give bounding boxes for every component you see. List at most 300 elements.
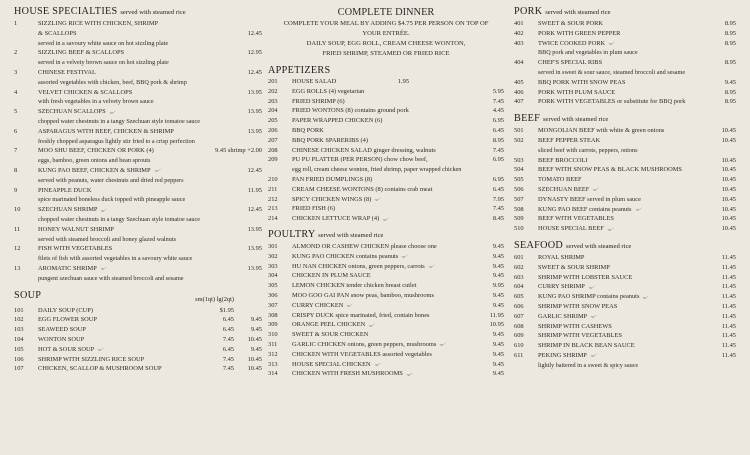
poultry-list [268,242,504,379]
item-number: 104 [14,335,24,343]
item-number: 502 [514,136,524,144]
menu-item [514,312,736,322]
item-description: egg roll, cream cheese wonton, fried shrimp, paper wrapped chicken [292,166,462,174]
item-number: 7 [14,147,18,155]
item-number: 106 [14,355,24,363]
item-number: 4 [14,88,18,96]
item-price: 9.45 shrimp +2.00 [215,147,262,155]
menu-item [268,155,504,165]
item-number: 402 [514,29,524,37]
item-description: served with peanuts, water chestnuts and dried red peppers [38,176,184,184]
section-title-seafood: SEAFOOD served with steamed rice [514,239,632,251]
menu-item [268,252,504,262]
item-name: BEEF WITH SNOW PEAS & BLACK MUSHROOMS [538,166,682,174]
item-price-large: 10.45 [247,335,262,343]
item-price: 10.95 [489,321,504,329]
item-number: 101 [14,306,24,314]
item-number: 405 [514,78,524,86]
item-name: KUNG PAO SHRIMP contains peanuts [538,292,702,302]
item-name: TWICE COOKED PORK [538,39,702,49]
item-number: 207 [268,136,278,144]
item-price: 9.45 [492,252,504,260]
item-description: freshly chopped asparagus lightly stir fried to a crisp perfection [38,137,195,145]
menu-item [14,166,262,176]
item-price: 9.45 [724,78,736,86]
chili-pepper-icon [635,207,642,211]
menu-item [514,19,736,29]
item-number: 205 [268,117,278,125]
item-number: 401 [514,20,524,27]
item-name: VELVET CHICKEN & SCALLOPS [38,88,133,96]
item-price: 10.45 [721,195,736,203]
chili-pepper-icon [382,217,389,221]
menu-item [268,146,504,156]
item-description: lightly battered in a sweet & spicy sauce [538,361,639,369]
menu-item [514,126,736,136]
item-price: 6.45 [492,126,504,134]
item-number: 103 [14,326,24,334]
chili-pepper-icon [368,323,375,327]
item-price: 9.45 [492,272,504,280]
column-middle [268,6,504,379]
item-note: chow chow beef, [384,156,428,164]
item-price: 11.45 [721,283,736,291]
item-description: spice marinated boneless duck topped with pineapple sauce [38,196,186,204]
item-number: 301 [268,242,278,250]
item-number: 606 [514,302,524,310]
item-number: 203 [268,97,278,105]
item-name: MOO GOO GAI PAN snow peas, bamboo, mushrooms [292,291,434,299]
section-title-house: HOUSE SPECIALTIES served with steamed rice [14,6,186,17]
chili-pepper-icon [642,295,649,299]
menu-item [14,364,262,374]
item-number: 303 [268,262,278,270]
item-price: 10.45 [721,185,736,193]
item-price-small: $1.95 [219,306,234,314]
item-description: served in a savoury white sauce on hot sizzling plate [38,39,169,47]
item-note: contains crab meat [384,185,433,193]
menu-item [514,39,736,49]
item-name: FRIED SHRIMP (6) [292,97,345,105]
chili-pepper-icon [608,41,615,45]
menu-item [268,136,504,146]
menu-item [514,156,736,166]
item-price: 10.45 [721,205,736,213]
item-number [14,29,38,39]
menu-item [268,311,504,321]
seafood-list [514,253,736,371]
menu-item [514,302,736,312]
item-name: BBQ PORK WITH SNOW PEAS [538,78,626,86]
menu-item [514,175,736,185]
item-price: 11.95 [489,311,504,319]
item-price: 7.45 [492,205,504,213]
item-name: GARLIC SHRIMP [538,312,702,322]
item-name: ALMOND OR CASHEW CHICKEN please choose one [292,242,437,250]
item-price: 13.95 [247,88,262,96]
menu-item [14,68,262,78]
item-description: with fresh vegetables in a velvety brown sauce [38,98,154,106]
section-title-appetizers: APPETIZERS [268,65,331,76]
item-number: 102 [14,316,24,324]
item-price: 4.45 [492,107,504,115]
section-title-poultry: POULTRY served with steamed rice [268,228,384,240]
item-name: DAILY SOUP (CUP) [38,306,93,314]
item-price: 9.45 [492,242,504,250]
item-number: 314 [268,370,278,378]
item-note: contains peanuts [589,205,632,213]
item-name: HOUSE SPECIAL CHICKEN [292,360,468,370]
item-name: FISH WITH VEGETABLES [38,245,113,253]
item-description: eggs, bamboo, green onions and bean sprouts [38,157,151,165]
item-price: 8.95 [724,20,736,27]
item-name: CHINESE CHICKEN SALAD ginger dressing, walnuts [292,146,436,154]
menu-item [514,273,736,283]
item-description: pungent szechuan sauce with steamed broccoli and sesame [38,274,184,282]
item-price: 9.95 [492,282,504,290]
item-note: served in plum sauce [587,195,641,203]
menu-item [514,78,736,88]
item-name: HOT & SOUR SOUP [38,345,200,355]
complete-dinner-title: COMPLETE DINNER [337,7,435,18]
item-number: 308 [268,311,278,319]
menu-item [14,48,262,58]
menu-item [514,351,736,361]
item-price: 11.45 [721,332,736,340]
item-name: CHICKEN, SCALLOP & MUSHROOM SOUP [38,365,162,373]
item-number: 510 [514,225,524,233]
item-price: 8.95 [724,98,736,106]
item-note: contains peanuts [597,293,640,301]
menu-item [514,224,736,234]
item-number: 309 [268,321,278,329]
item-price: 6.45 [492,185,504,193]
item-number: 403 [514,39,524,47]
item-price: 13.95 [247,225,262,233]
item-note: contains peanuts [355,252,399,260]
menu-item [268,185,504,195]
item-price: 11.45 [721,351,736,359]
complete-line: YOUR ENTRÉE. [362,30,410,37]
item-price: 13.95 [247,108,262,116]
item-name: SZECHUAN BEEF [538,185,702,195]
item-number: 208 [268,146,278,154]
item-name: MOO SHU BEEF, CHICKEN OR PORK (4) [38,147,154,155]
item-number: 509 [514,215,524,223]
item-number: 206 [268,126,278,134]
item-number: 212 [268,195,278,203]
item-price: 11.45 [721,263,736,271]
item-number: 209 [268,156,278,164]
item-note: or substitute for BBQ pork [616,98,686,106]
item-price: 8.95 [724,88,736,96]
menu-item [514,97,736,107]
item-name: SHRIMP WITH CASHEWS [538,322,612,330]
item-description: served with steamed broccoli and honey glazed walnuts [38,235,176,243]
item-number: 213 [268,205,278,213]
section-title-beef: BEEF served with steamed rice [514,113,609,125]
item-number: 501 [514,127,524,135]
item-number: 609 [514,332,524,340]
chili-pepper-icon [439,342,446,346]
item-name: CURRY CHICKEN [292,301,468,311]
section-title-pork: PORK served with steamed rice [514,6,611,17]
chili-pepper-icon [109,110,116,114]
item-number: 506 [514,185,524,193]
item-name: HOUSE SPECIAL BEEF [538,224,702,234]
item-name: PU PU PLATTER (PER PERSON) chow chow beef, [292,156,428,164]
item-price-small: 6.45 [222,316,234,324]
item-name: & SCALLOPS [38,29,77,37]
menu-item [268,87,504,97]
item-number: 210 [268,175,278,183]
item-name: CHICKEN WITH VEGETABLES assorted vegetables [292,350,432,358]
item-number: 505 [514,176,524,184]
item-note: vegetarian [337,87,365,95]
menu-item [268,77,504,87]
menu-item [14,345,262,355]
item-name: SHRIMP WITH SIZZLING RICE SOUP [38,355,145,363]
item-number: 13 [14,264,21,272]
item-number: 9 [14,186,18,194]
complete-dinner [268,6,504,59]
menu-item [268,242,504,252]
item-number: 211 [268,185,278,193]
item-price-small: 7.45 [222,355,234,363]
item-number: 311 [268,340,278,348]
item-number: 3 [14,68,18,76]
menu-item [268,340,504,350]
item-price: 11.45 [721,253,736,261]
menu-item [268,291,504,301]
item-name: AROMATIC SHRIMP [38,264,194,274]
item-price: 8.45 [492,215,504,223]
item-price: 9.45 [492,340,504,348]
menu-item [268,116,504,126]
item-name: BBQ PORK [292,126,324,134]
item-price-small: 7.45 [222,335,234,343]
item-number: 310 [268,331,278,339]
item-number: 6 [14,127,18,135]
item-note: snow peas, bamboo, mushrooms [350,291,434,299]
menu-item [14,355,262,365]
item-name: KUNG PAO BEEF contains peanuts [538,205,702,215]
menu-item [14,315,262,325]
item-note: with white & green onions [596,127,665,135]
chili-pepper-icon [401,254,408,258]
complete-line: DAILY SOUP, EGG ROLL, CREAM CHEESE WONTON, [306,40,466,47]
menu-item [514,58,736,68]
item-price: 10.45 [721,127,736,135]
menu-item [14,335,262,345]
item-name: HU NAN CHICKEN onions, green peppers, carrots [292,262,468,272]
item-number: 407 [514,98,524,106]
item-number: 608 [514,322,524,330]
house-list [14,19,262,284]
soup-list [14,306,262,375]
item-price: 11.45 [721,312,736,320]
item-name: ROYAL SHRIMP [538,253,585,261]
item-name: PAPER WRAPPED CHICKEN (6) [292,117,383,125]
item-price: 13.95 [247,245,262,253]
item-price: 8.95 [724,39,736,47]
item-description: sliced beef with carrots, peppers, onions [538,146,638,154]
item-description: served in sweet & sour sauce, steamed broccoli and sesame [538,68,686,76]
beef-list [514,126,736,234]
chili-pepper-icon [406,372,413,376]
item-name: TOMATO BEEF [538,176,582,184]
item-number: 305 [268,282,278,290]
item-price: 10.45 [721,215,736,223]
item-price: 9.45 [492,360,504,368]
item-price: 5.95 [492,87,504,95]
chili-pepper-icon [154,168,161,172]
item-name: CRISPY DUCK spice marinated, fried, contain bones [292,311,430,319]
item-number: 602 [514,263,524,271]
item-name: BBQ PORK SPARERIBS (4) [292,136,368,144]
menu-item [14,127,262,137]
complete-line: FRIED SHRIMP, STEAMED OR FRIED RICE [322,50,450,57]
item-number: 8 [14,166,18,174]
chili-pepper-icon [100,208,107,212]
item-price: 7.45 [492,97,504,105]
item-name: PORK WITH PLUM SAUCE [538,88,616,96]
item-name: CHEF'S SPECIAL RIBS [538,59,603,67]
menu-item [514,341,736,351]
item-price: 13.95 [247,264,262,272]
item-name: SHRIMP WITH LOBSTER SAUCE [538,273,633,281]
menu-item [268,106,504,116]
item-description: BBQ pork and vegetables in plum sauce [538,49,638,57]
item-price: 6.95 [492,156,504,164]
item-price: 9.45 [492,350,504,358]
item-price-large: 9.45 [250,345,262,353]
menu-item [514,165,736,175]
item-name: CURRY SHRIMP [538,282,702,292]
item-number: 604 [514,283,524,291]
chili-pepper-icon [100,266,107,270]
appetizers-list [268,77,504,224]
item-number: 603 [514,273,524,281]
item-name: SWEET & SOUR PORK [538,20,604,27]
item-number: 1 [14,20,18,27]
item-name: ASPARAGUS WITH BEEF, CHICKEN & SHRIMP [38,127,174,135]
menu-item [14,19,262,29]
item-name: SHRIMP WITH VEGETABLES [538,332,622,340]
column-right [514,6,736,371]
item-note: contains ground pork [354,107,409,115]
menu-item [14,264,262,274]
menu-item [268,330,504,340]
chili-pepper-icon [592,187,599,191]
menu-item [14,325,262,335]
item-note: ginger dressing, walnuts [373,146,436,154]
item-name: BEEF WITH VEGETABLES [538,215,614,223]
menu-item [14,225,262,235]
menu-item [268,301,504,311]
item-name: SIZZLING RICE WITH CHICKEN, SHRIMP [38,20,159,27]
item-name: DYNASTY BEEF served in plum sauce [538,195,641,203]
item-number: 601 [514,253,524,261]
item-price: 10.45 [721,156,736,164]
item-price: 12.95 [247,49,262,57]
menu-item [14,146,262,156]
item-name: SEAWEED SOUP [38,326,86,334]
item-price: 10.45 [721,136,736,144]
menu-item [268,126,504,136]
item-name: SZECHUAN SCALLOPS [38,107,194,117]
item-number: 507 [514,195,524,203]
menu-item [14,205,262,215]
menu-item [14,306,262,316]
item-name: EGG ROLLS (4) vegetarian [292,87,365,95]
menu-item [514,205,736,215]
item-price: 10.45 [721,225,736,233]
item-name: KUNG PAO CHICKEN contains peanuts [292,252,468,262]
item-name: SPICY CHICKEN WINGS (8) [292,195,468,205]
item-price: 12.45 [247,206,262,214]
item-note: please choose one [390,242,437,250]
menu-item [14,88,262,98]
item-number: 5 [14,108,18,116]
item-price: 11.45 [721,342,736,350]
item-name: SZECHUAN SHRIMP [38,205,194,215]
item-name: BEEF BROCCOLI [538,156,588,164]
item-description: chopped water chestnuts in a tangy Szechuan style tomatoe sauce [38,215,201,223]
item-name: SWEET & SOUR CHICKEN [292,331,369,339]
item-price-large: 10.45 [247,355,262,363]
item-price: 8.95 [724,59,736,67]
item-price-large [234,306,262,316]
menu-item [14,186,262,196]
item-note: assorted vegetables [382,350,432,358]
item-number: 504 [514,166,524,174]
menu-item [268,204,504,214]
chili-pepper-icon [588,285,595,289]
item-description: filets of fish with assorted vegetables in a savoury white sauce [38,255,193,263]
item-number: 214 [268,215,278,223]
item-number: 202 [268,87,278,95]
column-left [14,6,262,374]
item-price: 8.95 [724,29,736,37]
item-description: chopped water chestnuts in a tangy Szechuan style tomatoe sauce [38,117,201,125]
menu-item [268,369,504,379]
item-price: 7.45 [492,146,504,154]
item-price [194,19,262,29]
item-price: 11.45 [721,322,736,330]
item-number: 404 [514,59,524,67]
item-price: 11.45 [721,293,736,301]
item-name: FRIED FISH (6) [292,205,335,213]
item-name: BEEF PEPPER STEAK [538,136,601,144]
item-name: ORANGE PEEL CHICKEN [292,320,468,330]
menu-item [268,214,504,224]
menu-item [514,88,736,98]
item-price-large: 9.45 [250,326,262,334]
chili-pepper-icon [428,264,435,268]
item-name: CREAM CHEESE WONTONS (8) contains crab meat [292,185,433,193]
chili-pepper-icon [607,227,614,231]
item-name: SHRIMP IN BLACK BEAN SAUCE [538,342,635,350]
menu-item [14,107,262,117]
chili-pepper-icon [374,197,381,201]
menu-item [268,175,504,185]
chili-pepper-icon [590,353,597,357]
item-name: PINEAPPLE DUCK [38,186,92,194]
menu-item [268,350,504,360]
item-price: 9.45 [492,291,504,299]
menu-item [514,292,736,302]
